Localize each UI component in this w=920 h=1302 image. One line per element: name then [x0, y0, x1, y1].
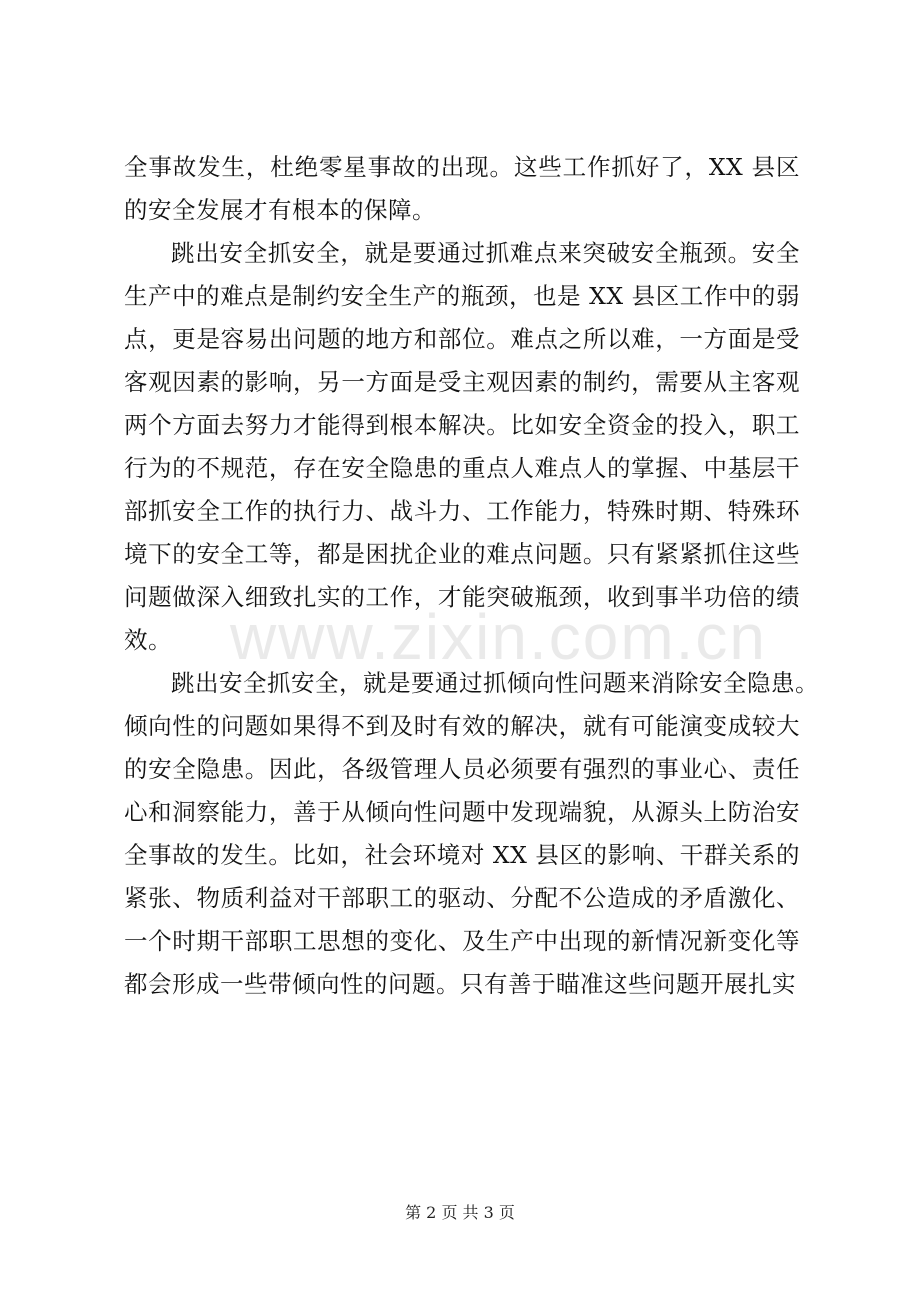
watermark: www.zixin.com.cn [230, 601, 767, 673]
paragraph [124, 662, 819, 1006]
text-line: 行为的不规范，存在安全隐患的重点人难点人的掌握、中基层干 [124, 454, 800, 482]
text-line: 问题做深入细致扎实的工作，才能突破瓶颈，收到事半功倍的绩 [124, 583, 800, 611]
text-line: 两个方面去努力才能得到根本解决。比如安全资金的投入，职工 [124, 411, 800, 439]
paragraph [124, 232, 800, 662]
text-line: 生产中的难点是制约安全生产的瓶颈，也是 XX 县区工作中的弱 [124, 282, 800, 310]
text-line: 都会形成一些带倾向性的问题。只有善于瞄准这些问题开展扎实 [124, 970, 796, 998]
page-footer: 第 2 页 共 3 页 [405, 1203, 515, 1222]
text-line: 部抓安全工作的执行力、战斗力、工作能力，特殊时期、特殊环 [124, 497, 800, 525]
text-line: 一个时期干部职工思想的变化、及生产中出现的新情况新变化等 [124, 927, 800, 955]
text-line: 紧张、物质利益对干部职工的驱动、分配不公造成的矛盾激化、 [124, 884, 800, 912]
text-line: 跳出安全抓安全，就是要通过抓难点来突破安全瓶颈。安全 [171, 239, 800, 267]
text-line: 点，更是容易出问题的地方和部位。难点之所以难，一方面是受 [124, 325, 800, 353]
document-body [124, 146, 819, 1006]
paragraph [124, 146, 800, 232]
text-line: 境下的安全工等，都是困扰企业的难点问题。只有紧紧抓住这些 [124, 540, 800, 568]
text-line: 心和洞察能力，善于从倾向性问题中发现端貌，从源头上防治安 [124, 798, 800, 826]
text-line: 跳出安全抓安全，就是要通过抓倾向性问题来消除安全隐患。 [171, 669, 819, 697]
text-line: 倾向性的问题如果得不到及时有效的解决，就有可能演变成较大 [124, 712, 800, 740]
text-line: 全事故的发生。比如，社会环境对 XX 县区的影响、干群关系的 [124, 841, 800, 869]
text-line: 客观因素的影响，另一方面是受主观因素的制约，需要从主客观 [124, 368, 800, 396]
text-line: 效。 [124, 626, 172, 654]
text-line: 的安全隐患。因此，各级管理人员必须要有强烈的事业心、责任 [124, 755, 800, 783]
text-line: 全事故发生，杜绝零星事故的出现。这些工作抓好了，XX 县区 [124, 153, 800, 181]
text-line: 的安全发展才有根本的保障。 [124, 196, 436, 224]
